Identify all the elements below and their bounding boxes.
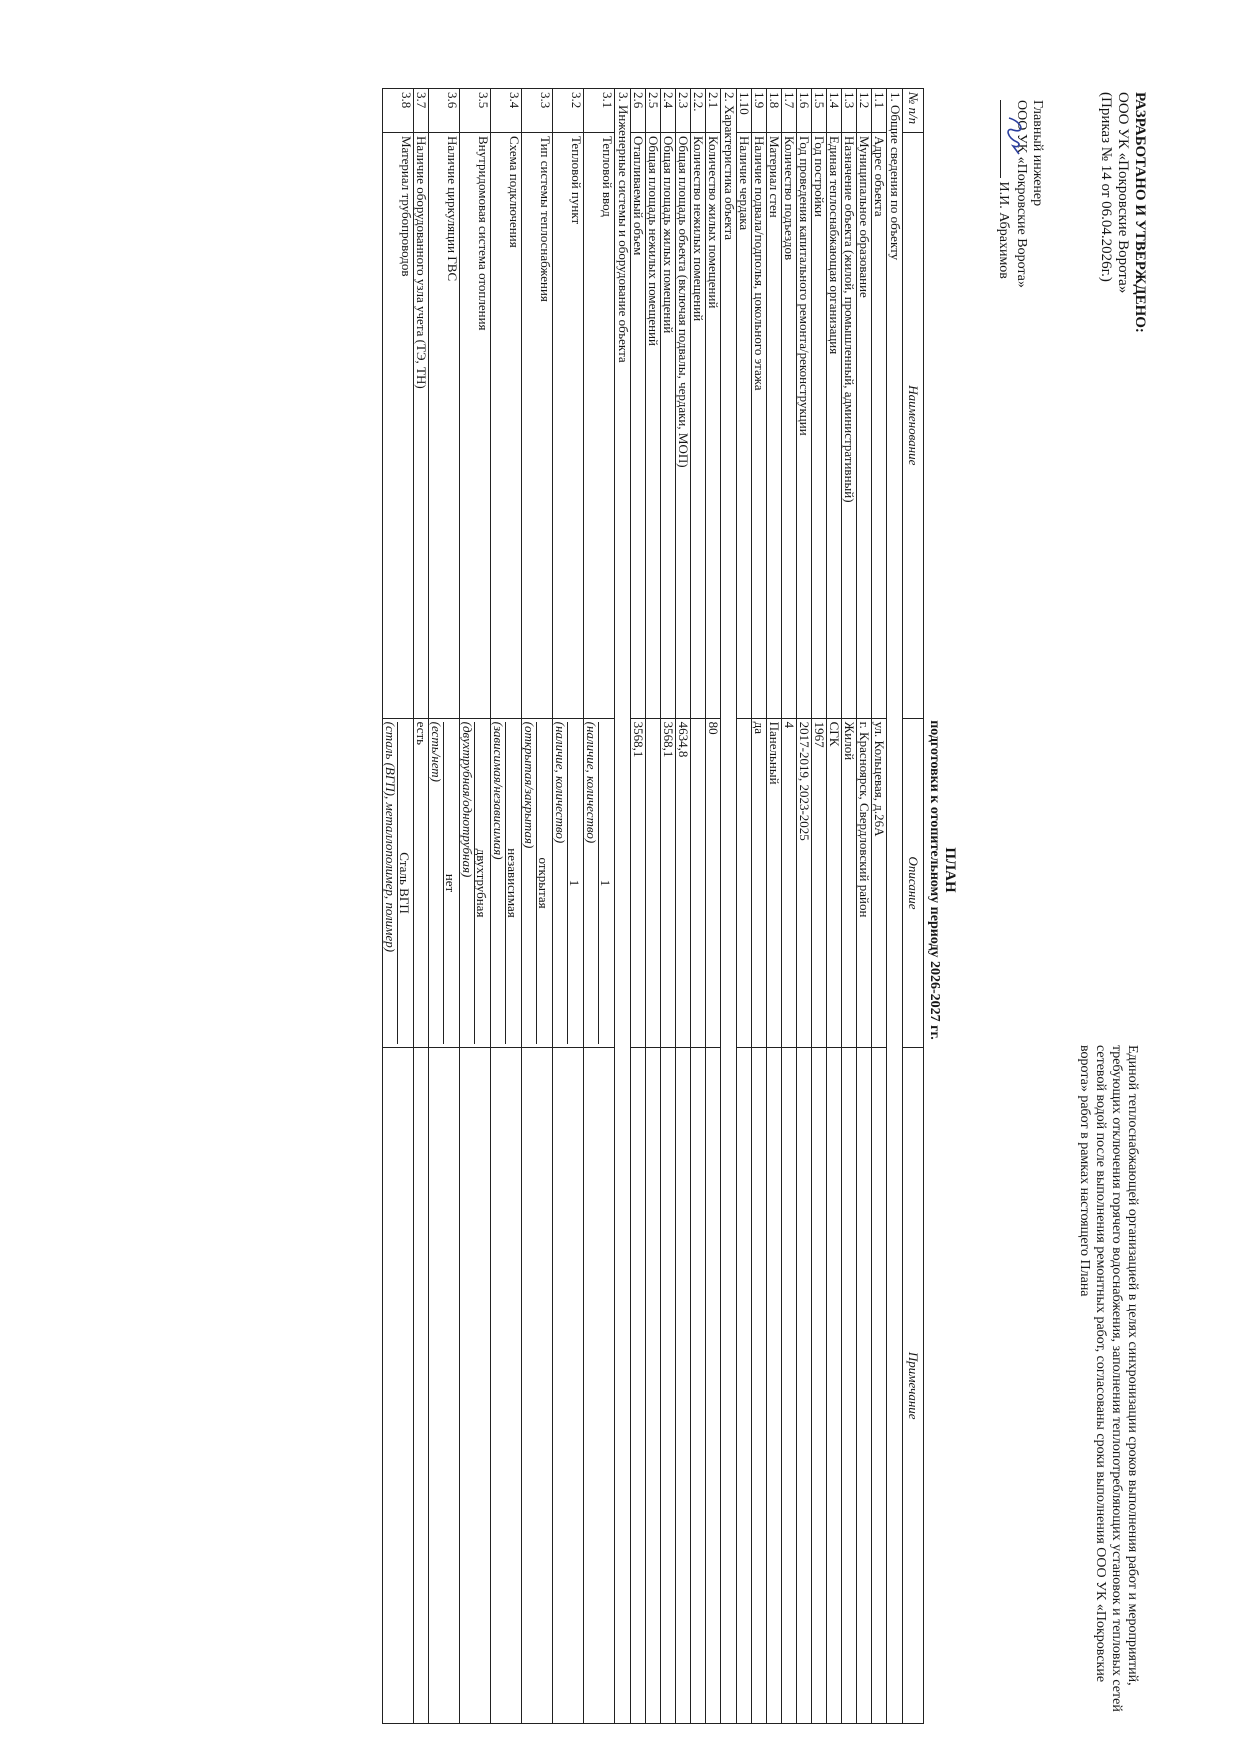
row-name: Отапливаемый объем <box>631 132 646 718</box>
row-name: Количество жилых помещений <box>706 132 721 718</box>
row-num: 3.2 <box>553 89 584 133</box>
row-num: 3.5 <box>460 89 491 133</box>
table-row <box>842 89 857 1724</box>
table-row <box>661 89 676 1724</box>
row-name: Наличие чердака <box>737 132 752 718</box>
section-title: 2. Характеристика объекта <box>721 89 737 1724</box>
row-desc <box>691 718 706 1048</box>
row-desc <box>522 718 553 1048</box>
row-desc <box>491 718 522 1048</box>
row-name: Единая теплоснабжающая организация <box>827 132 842 718</box>
row-num: 3.3 <box>522 89 553 133</box>
section-title: 3. Инженерные системы и оборудование объекта <box>615 89 631 1724</box>
table-row <box>857 89 872 1724</box>
row-desc: 2017-2019, 2023-2025 <box>797 718 812 1048</box>
row-value: открытая <box>536 722 552 1045</box>
header-desc: Описание <box>903 718 924 1048</box>
row-name: Общая площадь объекта (включая подвалы, чердаки, МОП) <box>676 132 691 718</box>
row-note <box>414 1048 429 1724</box>
table-row <box>631 89 646 1724</box>
row-desc: 4 <box>782 718 797 1048</box>
row-value: Сталь ВГП <box>397 722 413 1045</box>
row-note <box>661 1048 676 1724</box>
row-name: Год проведения капитального ремонта/реконструкции <box>797 132 812 718</box>
table-row <box>646 89 661 1724</box>
row-num: 1.1 <box>872 89 887 133</box>
row-name: Внутридомовая система отопления <box>460 132 491 718</box>
approval-block <box>1097 92 1148 652</box>
row-num: 1.8 <box>767 89 782 133</box>
section-row <box>721 89 737 1724</box>
table-row <box>584 89 615 1724</box>
row-desc <box>553 718 584 1048</box>
approval-title: РАЗРАБОТАНО И УТВЕРЖДЕНО: <box>1132 92 1148 333</box>
row-num: 2.2. <box>691 89 706 133</box>
row-name: Наличие циркуляции ГВС <box>429 132 460 718</box>
row-value: 1 <box>598 722 614 1045</box>
row-num: 2.4 <box>661 89 676 133</box>
row-value: независимая <box>505 722 521 1045</box>
engineer-org: ООО УК «Покровские Ворота» <box>1014 100 1029 288</box>
row-desc: 3568,1 <box>631 718 646 1048</box>
row-num: 1.3 <box>842 89 857 133</box>
plan-table <box>382 88 924 1724</box>
row-note <box>676 1048 691 1724</box>
row-note <box>752 1048 767 1724</box>
row-name: Тип системы теплоснабжения <box>522 132 553 718</box>
section-row <box>887 89 903 1724</box>
row-name: Количество нежилых помещений <box>691 132 706 718</box>
signature-line <box>1000 100 1013 178</box>
row-note <box>584 1048 615 1724</box>
row-num: 2.1 <box>706 89 721 133</box>
row-num: 2.6 <box>631 89 646 133</box>
row-name: Тепловой ввод <box>584 132 615 718</box>
row-num: 3.8 <box>383 89 414 133</box>
row-note <box>842 1048 857 1724</box>
row-name: Год постройки <box>812 132 827 718</box>
row-name: Схема подключения <box>491 132 522 718</box>
row-name: Общая площадь нежилых помещений <box>646 132 661 718</box>
row-value: двухтрубная <box>474 722 490 1045</box>
row-note <box>706 1048 721 1724</box>
table-row <box>414 89 429 1724</box>
table-row <box>782 89 797 1724</box>
table-row <box>767 89 782 1724</box>
header-name: Наименование <box>903 132 924 718</box>
header-num: № п/п <box>903 89 924 133</box>
table-row <box>827 89 842 1724</box>
row-note <box>857 1048 872 1724</box>
approval-order: (Приказ № 14 от 06.04.2026г.) <box>1098 92 1114 282</box>
engineer-position: Главный инженер <box>1030 100 1045 207</box>
row-note <box>797 1048 812 1724</box>
row-desc <box>737 718 752 1048</box>
section-row <box>615 89 631 1724</box>
row-note <box>631 1048 646 1724</box>
table-row <box>706 89 721 1724</box>
row-note <box>827 1048 842 1724</box>
row-note <box>646 1048 661 1724</box>
row-num: 3.7 <box>414 89 429 133</box>
row-note <box>491 1048 522 1724</box>
row-hint: (наличие, количество) <box>584 721 599 844</box>
row-name: Наличие оборудованного узла учета (ТЭ, ТН) <box>414 132 429 718</box>
row-num: 3.4 <box>491 89 522 133</box>
row-name: Тепловой пункт <box>553 132 584 718</box>
table-header-row <box>903 89 924 1724</box>
row-hint: (открытая/закрытая) <box>522 721 537 849</box>
row-note <box>383 1048 414 1724</box>
engineer-name: И.И. Абрахимов <box>996 181 1011 279</box>
row-desc: 80 <box>706 718 721 1048</box>
table-row <box>460 89 491 1724</box>
table-row <box>737 89 752 1724</box>
row-desc: Жилой <box>842 718 857 1048</box>
row-name: Материал стен <box>767 132 782 718</box>
handwritten-signature <box>1001 114 1027 160</box>
row-note <box>553 1048 584 1724</box>
table-row <box>676 89 691 1724</box>
row-num: 3.6 <box>429 89 460 133</box>
row-num: 1.5 <box>812 89 827 133</box>
row-desc: ул. Кольцевая, д.26А <box>872 718 887 1048</box>
row-desc: г. Красноярск, Свердловский район <box>857 718 872 1048</box>
row-desc: 3568,1 <box>661 718 676 1048</box>
table-row <box>522 89 553 1724</box>
row-num: 2.5 <box>646 89 661 133</box>
row-desc <box>460 718 491 1048</box>
table-row <box>383 89 414 1724</box>
row-num: 1.7 <box>782 89 797 133</box>
row-hint: (наличие, количество) <box>553 721 568 844</box>
table-row <box>812 89 827 1724</box>
row-note <box>767 1048 782 1724</box>
row-desc: СГК <box>827 718 842 1048</box>
table-row <box>553 89 584 1724</box>
row-note <box>737 1048 752 1724</box>
section-title: 1. Общие сведения по объекту <box>887 89 903 1724</box>
table-row <box>491 89 522 1724</box>
row-name: Материал трубопроводов <box>383 132 414 718</box>
row-name: Муниципальное образование <box>857 132 872 718</box>
row-note <box>812 1048 827 1724</box>
row-note <box>691 1048 706 1724</box>
approval-org: ООО УК «Покровские Ворота» <box>1115 92 1131 294</box>
table-row <box>797 89 812 1724</box>
row-desc: 4634,8 <box>676 718 691 1048</box>
engineer-signature-line <box>995 100 1013 660</box>
row-note <box>782 1048 797 1724</box>
row-desc: 1967 <box>812 718 827 1048</box>
row-num: 3.1 <box>584 89 615 133</box>
table-row <box>752 89 767 1724</box>
row-desc <box>584 718 615 1048</box>
row-note <box>429 1048 460 1724</box>
header-note: Примечание <box>903 1048 924 1724</box>
table-row <box>872 89 887 1724</box>
row-value: нет <box>443 722 459 1045</box>
row-desc <box>383 718 414 1048</box>
row-desc <box>646 718 661 1048</box>
row-num: 2.3 <box>676 89 691 133</box>
row-note <box>872 1048 887 1724</box>
row-hint: (зависимая/независимая) <box>491 721 506 860</box>
row-name: Общая площадь жилых помещений <box>661 132 676 718</box>
row-hint: (двухтрубная/однотрубная) <box>460 721 475 878</box>
row-value: 1 <box>567 722 583 1045</box>
plan-subtitle: подготовки к отопительному периоду 2026-2027 гг. <box>927 720 942 1040</box>
row-num: 1.4 <box>827 89 842 133</box>
row-desc: Панельный <box>767 718 782 1048</box>
row-note <box>522 1048 553 1724</box>
row-name: Наличие подвала/подполья, цокольного этажа <box>752 132 767 718</box>
row-note <box>460 1048 491 1724</box>
row-num: 1.10 <box>737 89 752 133</box>
row-num: 1.6 <box>797 89 812 133</box>
row-desc: есть <box>414 718 429 1048</box>
table-row <box>429 89 460 1724</box>
row-name: Адрес объекта <box>872 132 887 718</box>
signature-block <box>995 100 1045 660</box>
row-num: 1.2 <box>857 89 872 133</box>
row-num: 1.9 <box>752 89 767 133</box>
row-hint: (есть/нет) <box>429 721 444 783</box>
row-desc: да <box>752 718 767 1048</box>
table-row <box>691 89 706 1724</box>
plan-title: ПЛАН <box>942 847 958 893</box>
row-hint: (сталь (ВГП), металлополимер, полимер) <box>383 721 398 953</box>
intro-text: Единой теплоснабжающей организацией в целях синхронизации сроков выполнения работ и мероприятий, требующих отключения горячего водоснабжения, заполнения теплопотребляющих установок и тепловых сетей сетевой водой после выполнения ремонтных работ, согласованы сроки выполнения ООО УК «Покровские ворота» работ в рамках настоящего Плана <box>1077 1045 1140 1712</box>
row-name: Назначение объекта (жилой, промышленный, административный) <box>842 132 857 718</box>
row-desc <box>429 718 460 1048</box>
row-name: Количество подъездов <box>782 132 797 718</box>
